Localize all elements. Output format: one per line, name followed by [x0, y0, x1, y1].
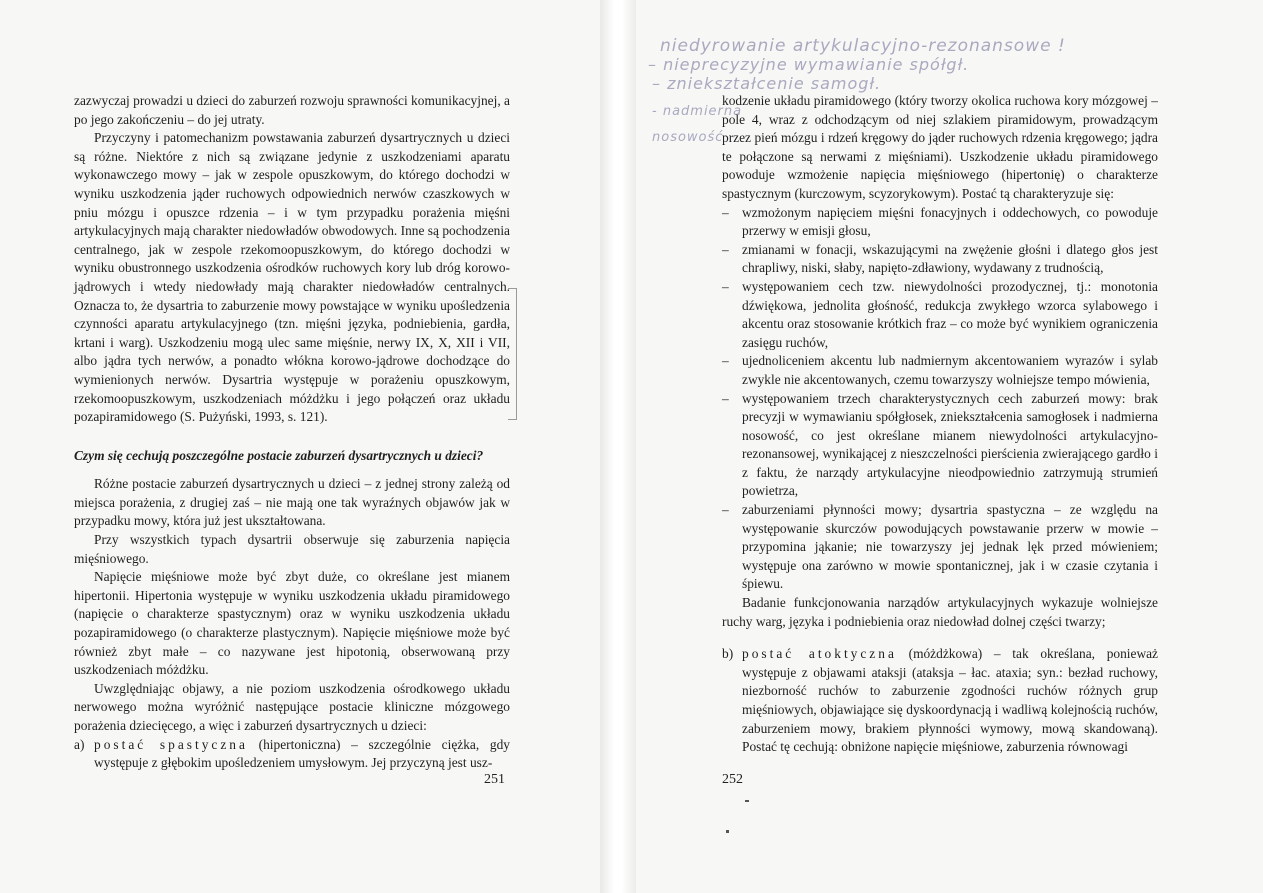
item-title: postać spastyczna — [94, 736, 248, 752]
paragraph: Badanie funkcjonowania narządów artykulacyjnych wykazuje wolniejsze ruchy warg, języka i podniebienia oraz niedowład dolnej części twarzy; — [722, 595, 1158, 629]
list-dash: – — [722, 502, 729, 518]
list-item: – ujednoliceniem akcentu lub nadmiernym akcentowaniem wyrazów i sylab zwykle nie akcentowanych, czemu towarzyszy wolniejsze tempo mówienia, — [722, 353, 1158, 387]
list-dash: – — [722, 353, 729, 369]
paragraph: Napięcie mięśniowe może być zbyt duże, co określane jest mianem hipertonii. Hipertonia występuje w wyniku uszkodzenia układu piramidowego (napięcie o charakterze spastycznym) oraz w wyniku uszkodzenia układu pozapiramidowego (o charakterze plastycznym). Napięcie mięśniowe może być również zbyt małe – co nazywane jest hipotonią, obserwowaną przy uszkodzeniach móżdżku. — [74, 569, 510, 678]
item-marker: b) — [722, 646, 734, 662]
margin-bracket — [508, 288, 517, 420]
list-item: – występowaniem cech tzw. niewydolności prozodycznej, tj.: monotonia dźwiękowa, jednolita głośność, redukcja zwykłego wzorca sylabowego i akcentu oraz stosowanie krótkich fraz – co może być wynikiem ograniczenia zasięgu ruchów, — [722, 278, 1158, 350]
scan-speck — [745, 800, 749, 802]
item-text: (hipertoniczna) – szczególnie ciężka, gdy występuje z głębokim upośledzeniem umysłowym. Jej przyczyną jest usz- — [94, 736, 510, 771]
paragraph: Przyczyny i patomechanizm powstawania zaburzeń dysartrycznych u dzieci są różne. Niektóre z nich są związane jedynie z uszkodzeniami aparatu wykonawczego mowy – jak w zespole opuszkowym, do którego dochodzi w wyniku uszkodzenia jąder ruchowych odpowiednich nerwów czaszkowych w pniu mózgu i opuszce rdzenia – i w tym przypadku porażenia mięśni artykulacyjnych mają charakter niedowładów obwodowych. Inne są pochodzenia centralnego, jak w zespole rzekomoopuszkowym, do którego dochodzi w wyniku obustronnego uszkodzenia ośrodków ruchowych kory lub dróg korowo-jądrowych i wtedy niedowłady mają charakter niedowładów centralnych. Oznacza to, że dysartria to zaburzenie mowy powstające w wyniku upośledzenia czynności aparatu artykulacyjnego (tzn. mięśni języka, podniebienia, gardła, krtani i warg). Uszkodzeniu mogą ulec same mięśnie, nerwy IX, X, XII i VII, albo jądra tych nerwów, a ponadto włókna korowo-jądrowe dochodzące do wymienionych nerwów. Dysartria występuje w porażeniu opuszkowym, rzekomoopuszkowym, uszkodzeniach móżdżku i jego połączeń oraz układu pozapiramidowego (S. Pużyński, 1993, s. 121). — [74, 130, 510, 425]
list-item: – zaburzeniami płynności mowy; dysartria spastyczna – ze względu na występowanie skurczów powodujących powstawanie przerw w mowie – przypomina jąkanie; nie towarzyszy jej jednak lęk przed mówieniem; występuje ona zarówno w mowie spontanicznej, jak i w czasie czytania i śpiewu. — [722, 502, 1158, 592]
list-item: – wzmożonym napięciem mięśni fonacyjnych i oddechowych, co powoduje przerwy w emisji głosu, — [722, 204, 1158, 239]
paragraph: kodzenie układu piramidowego (który tworzy okolica ruchowa kory mózgowej – pole 4, wraz z odchodzącym od niej szlakiem piramidowym, prowadzącym przez pień mózgu i rdzeń kręgowy do jąder ruchowych rdzenia kręgowego; jądra te połączone są nerwami z mięśniami). Uszkodzenie układu piramidowego powoduje wzmożenie napięcia mięśniowego (hipertonię) o charakterze spastycznym (kurczowym, scyzorykowym). Postać tą charakteryzuje się: — [722, 93, 1158, 201]
list-dash: – — [722, 390, 729, 406]
list-dash: – — [722, 241, 729, 257]
paragraph: Różne postacie zaburzeń dysartrycznych u dzieci – z jednej strony zależą od miejsca porażenia, z drugiej zaś – nie mają one tak wyraźnych objawów jak w przypadku mowy, która już jest ukształtowana. — [74, 476, 510, 529]
paragraph: zazwyczaj prowadzi u dzieci do zaburzeń rozwoju sprawności komunikacyjnej, a po jego zakończeniu – do jej utraty. — [74, 93, 510, 127]
page-number: 252 — [722, 772, 743, 787]
item-text: (móżdżkowa) – tak określana, ponieważ występuje z objawami ataksji (ataksja – łac. ataxia; syn.: bezład ruchowy, niezborność ruchów to zaburzenie zgodności ruchów różnych grup mięśniowych, objawiające się dyskoordynacją i wadliwą kolejnością ruchów, zaburzeniem mowy, brakiem płynności wymowy, mową skandowaną). Postać tę cechują: obniżone napięcie mięśniowe, zaburzenia równowagi — [742, 646, 1158, 755]
paragraph: Uwzględniając objawy, a nie poziom uszkodzenia ośrodkowego układu nerwowego można wyróżnić następujące postacie kliniczne mózgowego porażenia dziecięcego, a więc i zaburzeń dysartrycznych u dzieci: — [74, 680, 510, 733]
handwritten-note: niedyrowanie artykulacyjno-rezonansowe ! — [660, 36, 1066, 56]
item-title: postać atoktyczna — [742, 646, 897, 662]
list-item: – zmianami w fonacji, wskazującymi na zwężenie głośni i dlatego głos jest chrapliwy, niski, słaby, napięto-zdławiony, wydawany z trudnością, — [722, 241, 1158, 276]
handwritten-note: – nieprecyzyjne wymawianie spółgł. — [648, 55, 970, 74]
right-page-text — [722, 92, 1158, 757]
page-number: 251 — [484, 772, 505, 787]
list-item: – występowaniem trzech charakterystycznych cech zaburzeń mowy: brak precyzji w wymawianiu spółgłosek, zniekształcenia samogłosek i nadmierna nosowość, co jest określane mianem niewydolności artykulacyjno-rezonansowej, wynikającej z nieszczelności pierścienia zwierającego gardło i z faktu, że narządy artykulacyjne nieodpowiednio zatrzymują strumień powietrza, — [722, 390, 1158, 499]
list-item — [722, 645, 1158, 757]
handwritten-margin-note: - nadmierna — [652, 104, 743, 119]
list-dash: – — [722, 278, 729, 294]
section-heading: Czym się cechują poszczególne postacie zaburzeń dysartrycznych u dzieci? — [74, 447, 484, 463]
book-gutter — [600, 0, 636, 893]
scan-speck — [726, 830, 729, 833]
handwritten-note: – zniekształcenie samogł. — [652, 74, 882, 93]
list-dash: – — [722, 204, 729, 220]
paragraph: Przy wszystkich typach dysartrii obserwuje się zaburzenia napięcia mięśniowego. — [74, 532, 510, 566]
list-item — [74, 736, 510, 773]
left-page-text — [74, 92, 510, 773]
item-marker: a) — [74, 736, 85, 752]
handwritten-margin-note: nosowość — [652, 130, 724, 145]
